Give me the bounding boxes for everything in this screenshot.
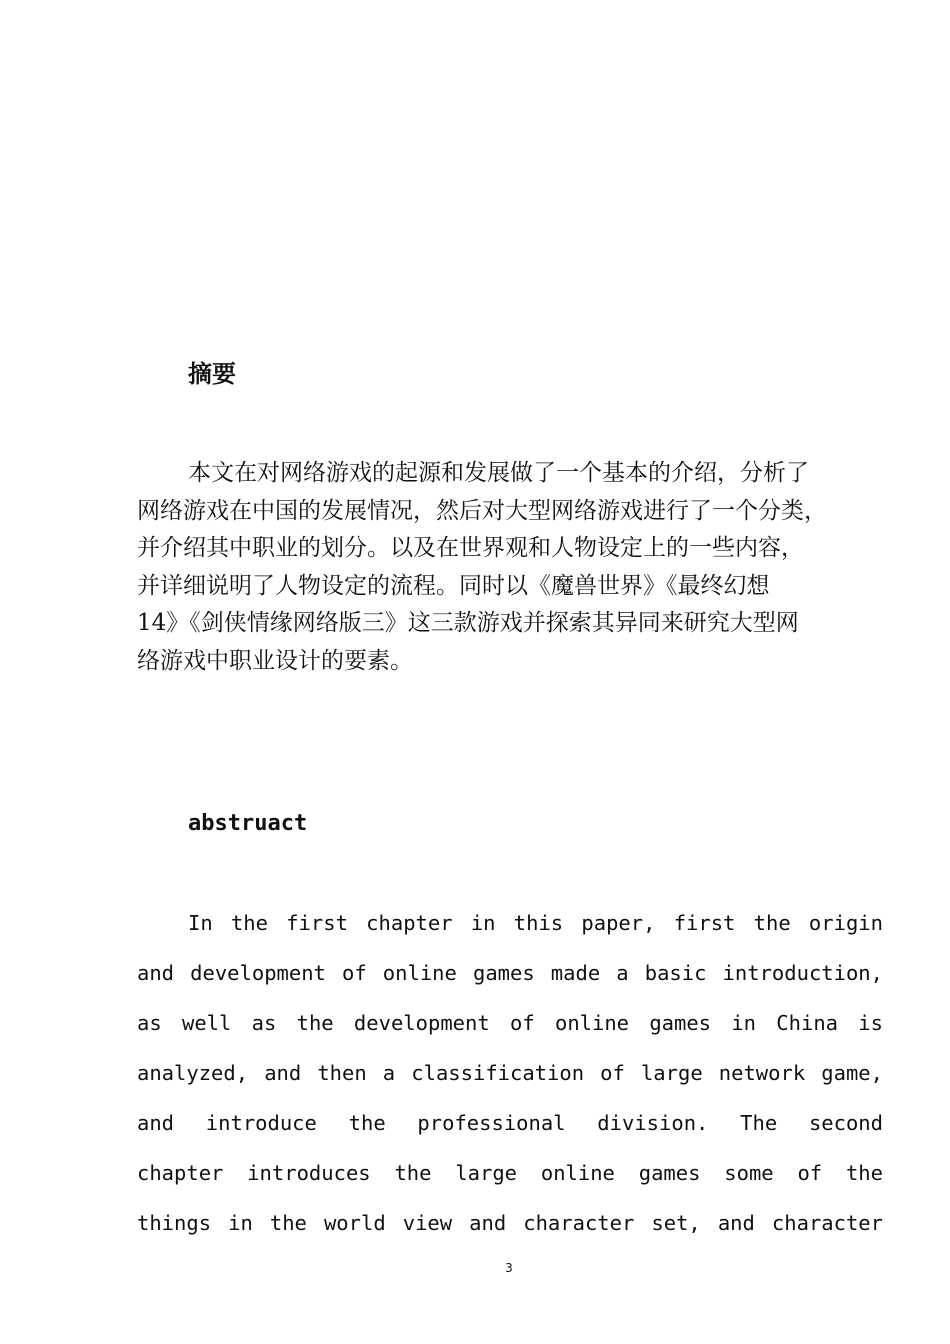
page-number: 3 (505, 1261, 513, 1275)
abstract-en-line: analyzed, and then a classification of large network game, (137, 1061, 883, 1085)
abstract-body-en (137, 905, 883, 1255)
abstract-cn-line: 网络游戏在中国的发展情况，然后对大型网络游戏进行了一个分类， (137, 497, 827, 524)
abstract-heading-cn: 摘要 (188, 359, 236, 388)
abstract-cn-line: 本文在对网络游戏的起源和发展做了一个基本的介绍，分析了 (188, 460, 809, 486)
abstract-en-line: In the first chapter in this paper, first the origin (188, 911, 883, 935)
abstract-en-line: and introduce the professional division. The second (137, 1111, 883, 1135)
abstract-en-line: and development of online games made a basic introduction, (137, 961, 883, 985)
abstract-cn-line: 络游戏中职业设计的要素。 (137, 647, 413, 674)
abstract-en-line: things in the world view and character set, and character (137, 1211, 883, 1235)
abstract-cn-line: 并介绍其中职业的划分。以及在世界观和人物设定上的一些内容， (137, 535, 804, 562)
abstract-cn-line: 并详细说明了人物设定的流程。同时以《魔兽世界》《最终幻想 (137, 572, 770, 599)
abstract-heading-en: abstruact (188, 811, 308, 836)
abstract-en-line: as well as the development of online games in China is (137, 1011, 883, 1035)
abstract-en-line: chapter introduces the large online games some of the (137, 1161, 883, 1185)
abstract-body-cn (137, 455, 885, 681)
abstract-cn-line: 14》《剑侠情缘网络版三》这三款游戏并探索其异同来研究大型网 (137, 610, 799, 637)
